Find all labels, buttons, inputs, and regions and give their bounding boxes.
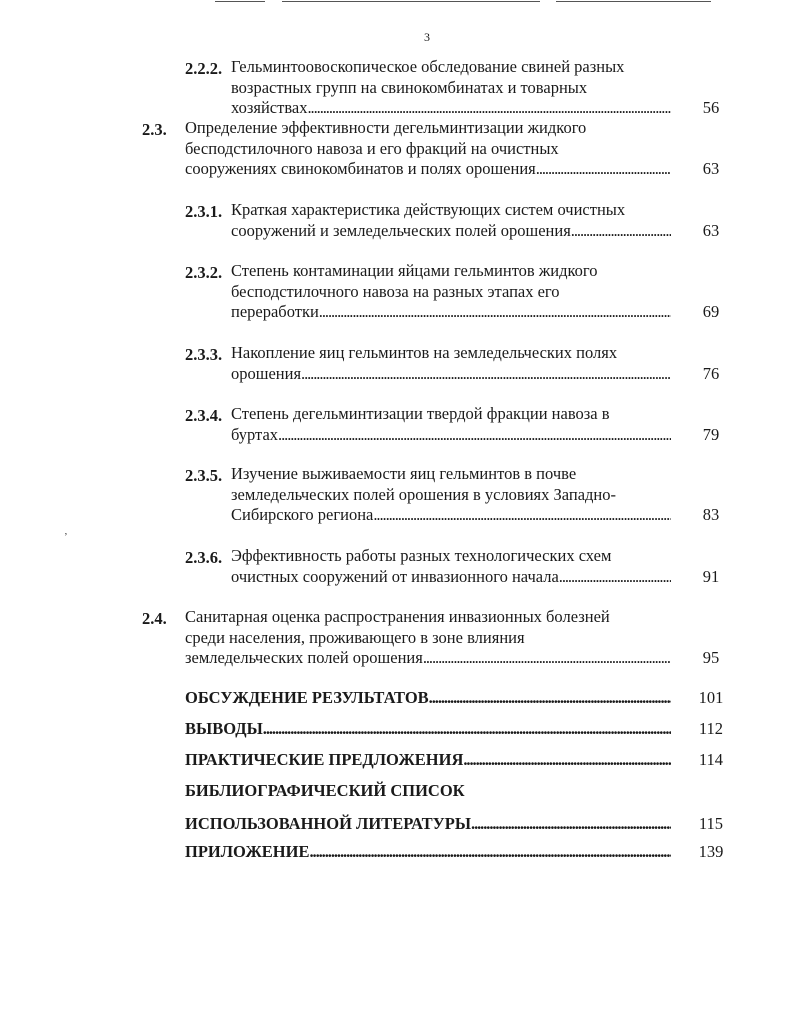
dot-leader — [319, 302, 671, 322]
page-ref: 139 — [698, 842, 724, 861]
entry-title-line: Степень контаминации яйцами гельминтов жидкого — [231, 261, 598, 280]
page-ref: 56 — [702, 98, 720, 117]
entry-title-text: хозяйствах — [231, 98, 308, 117]
dot-leader — [373, 505, 671, 525]
dot-leader — [463, 750, 671, 770]
entry-title-line — [231, 302, 671, 322]
page-ref: 76 — [702, 363, 720, 383]
entry-title-line: земледельческих полей орошения в условиях Западно- — [231, 484, 617, 504]
page-ref: 69 — [702, 302, 720, 321]
entry-title-line: Изучение выживаемости яиц гельминтов в почве — [231, 464, 577, 483]
page-ref: 115 — [698, 814, 724, 833]
entry-title-text: буртах — [231, 424, 279, 444]
entry-title-line: БИБЛИОГРАФИЧЕСКИЙ СПИСОК — [185, 781, 465, 800]
page-ref: 95 — [702, 648, 720, 667]
entry-title-text: ИСПОЛЬЗОВАННОЙ ЛИТЕРАТУРЫ — [185, 814, 472, 833]
entry-title-line — [185, 719, 671, 739]
page-ref: 83 — [702, 505, 720, 524]
entry-title-text: ОБСУЖДЕНИЕ РЕЗУЛЬТАТОВ — [185, 688, 429, 707]
entry-title-line — [231, 567, 671, 587]
entry-title-line — [185, 750, 671, 770]
section-number: 2.4. — [142, 609, 167, 628]
entry-title-line: Эффективность работы разных технологических схем — [231, 546, 612, 565]
dot-leader — [571, 221, 671, 241]
page-number: 3 — [424, 30, 430, 44]
entry-title-text: ВЫВОДЫ — [185, 719, 263, 738]
entry-title-text: переработки — [231, 302, 319, 321]
entry-title-line — [185, 688, 671, 708]
dot-leader — [536, 159, 671, 179]
section-number: 2.3.4. — [185, 406, 223, 425]
section-number: 2.3.1. — [185, 202, 223, 221]
entry-title-line: Накопление яиц гельминтов на земледельческих полях — [231, 343, 618, 362]
entry-title-text: орошения — [231, 363, 302, 383]
section-number: 2.3. — [142, 120, 167, 139]
dot-leader — [429, 688, 671, 708]
entry-title-line: Определение эффективности дегельминтизации жидкого — [185, 118, 587, 137]
entry-title-line: Санитарная оценка распространения инвазионных болезней — [185, 607, 610, 626]
entry-title-line: Степень дегельминтизации твердой фракции навоза в — [231, 404, 610, 423]
section-number: 2.3.6. — [185, 548, 223, 567]
dot-leader — [278, 425, 671, 445]
entry-title-text: сооружениях свинокомбинатов и полях орошения — [185, 159, 536, 178]
page-ref: 63 — [702, 220, 720, 240]
entry-title-line: бесподстилочного навоза и его фракций на очистных — [185, 138, 559, 158]
entry-title-line — [231, 425, 671, 445]
page-ref: 112 — [698, 719, 724, 738]
dot-leader — [263, 719, 671, 739]
entry-title-text: очистных сооружений от инвазионного начала — [231, 566, 559, 586]
entry-title-line — [185, 842, 671, 862]
entry-title-line: Гельминтоовоскопическое обследование свиней разных — [231, 57, 625, 76]
page-ref: 91 — [702, 566, 720, 586]
page-ref: 101 — [698, 688, 724, 707]
entry-title-text: Сибирского региона — [231, 505, 374, 524]
entry-title-line: Краткая характеристика действующих систем очистных — [231, 200, 626, 219]
page-ref: 63 — [702, 159, 720, 178]
entry-title-line — [231, 98, 671, 118]
entry-title-line — [231, 221, 671, 241]
section-number: 2.3.3. — [185, 345, 223, 364]
dot-leader — [423, 648, 671, 668]
entry-title-line: среди населения, проживающего в зоне влияния — [185, 627, 525, 647]
entry-title-text: ПРИЛОЖЕНИЕ — [185, 842, 310, 861]
top-rule-left — [215, 1, 265, 2]
section-number: 2.3.2. — [185, 263, 223, 282]
top-rule-right — [556, 1, 711, 2]
page-ref: 114 — [698, 750, 724, 769]
entry-title-text: земледельческих полей орошения — [185, 648, 423, 667]
entry-title-line — [231, 505, 671, 525]
entry-title-line — [185, 159, 671, 179]
entry-title-line — [185, 814, 671, 834]
dot-leader — [471, 814, 671, 834]
entry-title-line — [185, 648, 671, 668]
section-number: 2.3.5. — [185, 466, 223, 485]
entry-title-text: сооружений и земледельческих полей орошения — [231, 220, 571, 240]
section-number: 2.2.2. — [185, 59, 223, 78]
page-ref: 79 — [702, 424, 720, 444]
top-rule-mid — [282, 1, 540, 2]
dot-leader — [309, 842, 671, 862]
stray-mark: ʼ — [64, 531, 68, 543]
entry-title-line: возрастных групп на свинокомбинатах и товарных — [231, 77, 588, 97]
dot-leader — [308, 98, 672, 118]
entry-title-line — [231, 364, 671, 384]
dot-leader — [559, 567, 671, 587]
dot-leader — [301, 364, 671, 384]
entry-title-text: ПРАКТИЧЕСКИЕ ПРЕДЛОЖЕНИЯ — [185, 750, 464, 769]
entry-title-line: бесподстилочного навоза на разных этапах его — [231, 281, 560, 301]
